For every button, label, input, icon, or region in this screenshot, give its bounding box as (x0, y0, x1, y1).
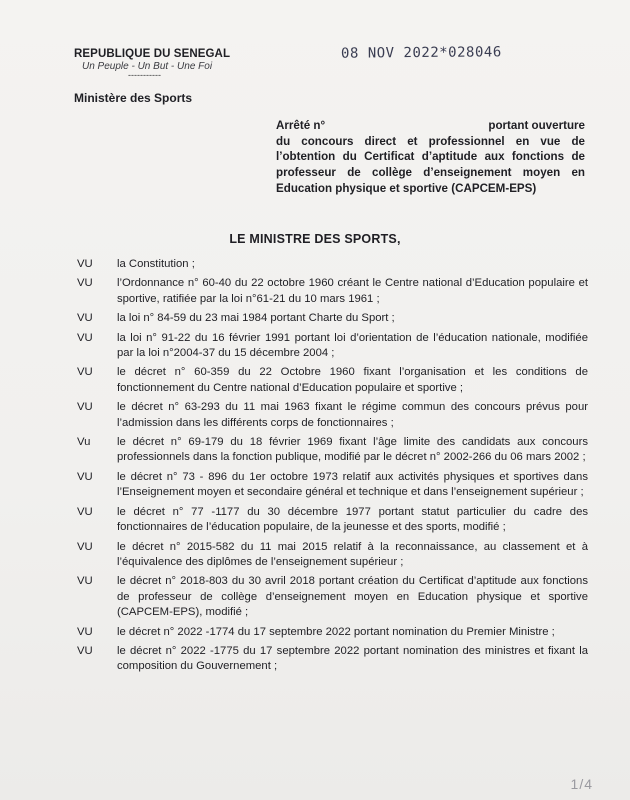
visa-text: la loi n° 84-59 du 23 mai 1984 portant Charte du Sport ; (117, 312, 395, 325)
visa-label: VU (77, 277, 93, 290)
visa-text: le décret n° 77 -1177 du 30 décembre 1977 portant statut particulier du cadre des fonctionnaires de l’éducation populaire, de la jeunesse et des sports, modifié ; (117, 505, 588, 534)
visa-label: VU (77, 644, 93, 657)
visa-label: VU (77, 258, 93, 270)
visa-item (74, 435, 588, 466)
visa-item (74, 505, 588, 536)
visa-text: le décret n° 2018-803 du 30 avril 2018 portant création du Certificat d’aptitude aux fonctions de professeur de collège d’enseignement moyen en Education physique et sportive (CAPCEM-EPS), modifié ; (117, 575, 588, 619)
visa-item (74, 365, 588, 396)
visa-list (74, 257, 588, 679)
visa-item (74, 311, 588, 326)
visa-item (74, 625, 588, 640)
visa-label: VU (77, 625, 93, 638)
visa-text: le décret n° 2022 -1775 du 17 septembre 2022 portant nomination des ministres et fixant la composition du Gouvernement ; (117, 644, 588, 673)
arrete-label: Arrêté n° (276, 119, 326, 132)
country-name: REPUBLIQUE DU SENEGAL (74, 48, 231, 60)
visa-text: la loi n° 91-22 du 16 février 1991 portant loi d’orientation de l’éducation nationale, modifiée par la loi n°2004-37 du 15 décembre 2004 ; (117, 331, 588, 360)
visa-text: l’Ordonnance n° 60-40 du 22 octobre 1960 créant le Centre national d’Education populaire et sportive, ratifiée par la loi n°61-21 du 10 mars 1961 ; (117, 277, 588, 305)
letterhead (74, 48, 230, 80)
visa-label: VU (77, 312, 93, 325)
visa-item (74, 331, 588, 362)
visa-label: VU (77, 575, 93, 588)
ministry-name: Ministère des Sports (74, 91, 193, 105)
visa-item (74, 276, 588, 307)
visa-text: le décret n° 69-179 du 18 février 1969 fixant l’âge limite des candidats aux concours professionnels dans la fonction publique, modifié par le décret n° 2002-266 du 06 mars 2002 ; (117, 436, 588, 464)
visa-item (74, 644, 588, 675)
visa-item (74, 574, 588, 620)
visa-item (74, 257, 588, 272)
visa-text: le décret n° 60-359 du 22 Octobre 1960 fixant l’organisation et les conditions de fonctionnement du Centre national d’Education populaire et sportive ; (117, 366, 588, 394)
visa-text: le décret n° 2015-582 du 11 mai 2015 relatif à la reconnaissance, au classement et à l’équivalence des diplômes de l’enseignement supérieur ; (117, 540, 588, 568)
visa-label: VU (77, 401, 93, 414)
visa-text: le décret n° 63-293 du 11 mai 1963 fixant le régime commun des concours prévus pour l’admission dans les différents corps de fonctionnaires ; (117, 401, 588, 429)
visa-label: VU (77, 470, 93, 483)
arrete-subject: du concours direct et professionnel en vue de l’obtention du Certificat d’aptitude aux fonctions de professeur de collège d’enseignement moyen en Education physique et sportive (CAPCEM-EPS) (276, 134, 585, 195)
arrete-first-line (276, 118, 585, 134)
visa-text: le décret n° 2022 -1774 du 17 septembre 2022 portant nomination du Premier Ministre ; (117, 625, 555, 638)
visa-text: la Constitution ; (117, 258, 195, 270)
visa-label: VU (77, 505, 93, 518)
visa-label: Vu (77, 436, 91, 449)
visa-label: VU (77, 540, 93, 553)
visa-item (74, 470, 588, 501)
visa-label: VU (77, 331, 93, 344)
national-motto: Un Peuple - Un But - Une Foi (82, 61, 213, 72)
visa-item (74, 540, 588, 571)
minister-title: LE MINISTRE DES SPORTS, (229, 232, 401, 246)
visa-item (74, 400, 588, 431)
header-separator: ----------- (128, 70, 161, 80)
arrete-heading (276, 118, 585, 197)
page-number: 1/4 (570, 776, 593, 792)
arrete-subject-start: portant ouverture (488, 119, 585, 132)
visa-label: VU (77, 366, 93, 379)
registration-stamp: 08 NOV 2022*028046 (340, 44, 502, 62)
visa-text: le décret n° 73 - 896 du 1er octobre 1973 relatif aux activités physiques et sportives dans l’Enseignement moyen et secondaire général et technique et dans l’enseignement supérieur ; (117, 470, 588, 499)
